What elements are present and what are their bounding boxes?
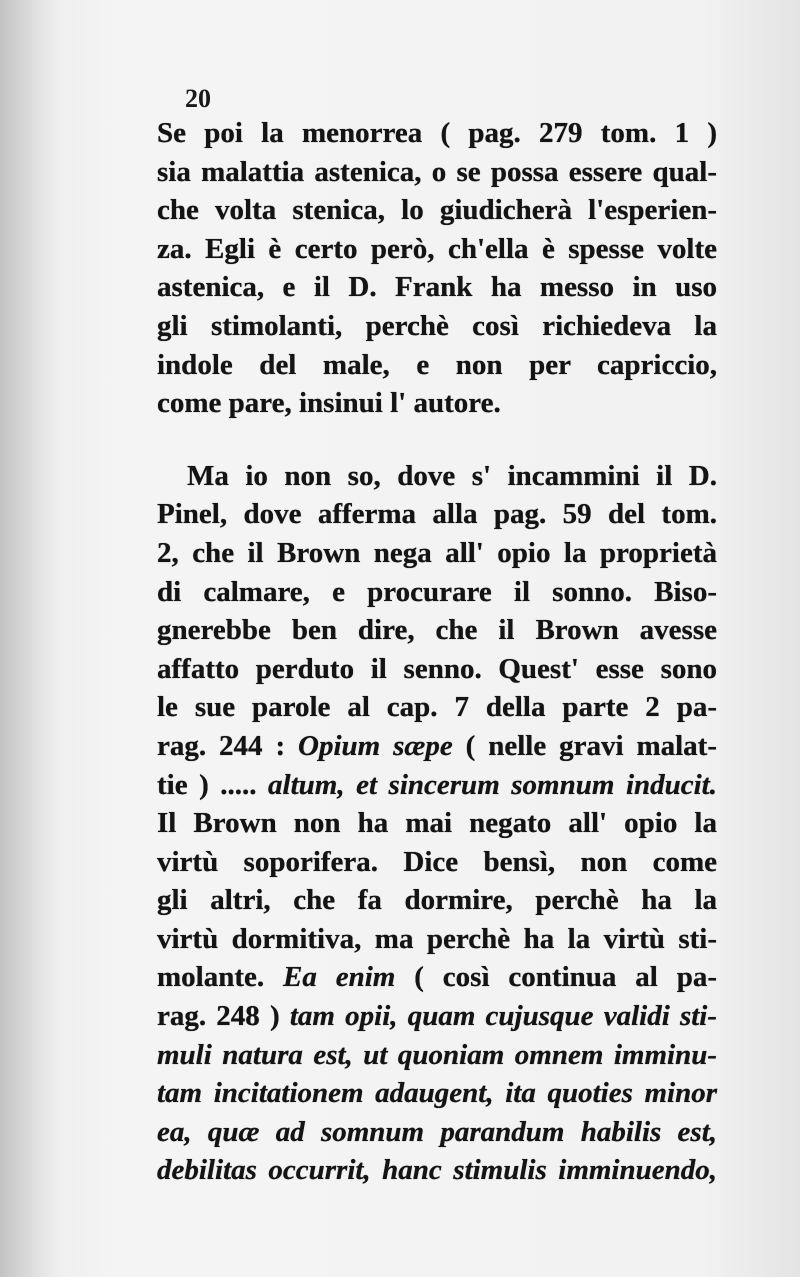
- text-line: [157, 766, 717, 805]
- page-edge-shadow: [0, 0, 60, 1277]
- italic-line: debilitas occurrit, hanc stimulis imminuendo,: [157, 1154, 717, 1187]
- text-line: gnerebbe ben dire, che il Brown avesse: [157, 614, 717, 647]
- text-line: Se poi la menorrea ( pag. 279 tom. 1 ): [157, 117, 717, 149]
- text-line: [157, 997, 717, 1036]
- italic-line: ea, quæ ad somnum parandum habilis est,: [157, 1115, 717, 1148]
- paragraph-gap: [157, 423, 717, 457]
- text-line: Ma io non so, dove s' incammini il D.: [187, 459, 717, 492]
- text-line: astenica, e il D. Frank ha messo in uso: [157, 271, 717, 304]
- text-line: di calmare, e procurare il sonno. Biso-: [157, 575, 717, 608]
- text-line: che volta stenica, lo giudicherà l'esperien-: [157, 194, 717, 227]
- italic-text: altum, et sincerum somnum inducit.: [268, 768, 717, 801]
- text-line: le sue parole al cap. 7 della parte 2 pa-: [157, 691, 717, 724]
- text-run: rag. 244 :: [157, 729, 299, 762]
- italic-line: tam incitationem adaugent, ita quoties minor: [157, 1077, 717, 1110]
- italic-text: Ea enim: [283, 961, 396, 994]
- page-number: 20: [185, 84, 211, 113]
- text-line: za. Egli è certo però, ch'ella è spesse volte: [157, 232, 717, 265]
- text-line: come pare, insinui l' autore.: [157, 387, 501, 420]
- text-run: ( nelle gravi malat-: [452, 729, 717, 762]
- text-run: rag. 248 ): [157, 1000, 290, 1033]
- text-line: Il Brown non ha mai negato all' opio la: [157, 807, 717, 840]
- text-line: virtù dormitiva, ma perchè ha la virtù sti-: [157, 922, 717, 955]
- italic-line: muli natura est, ut quoniam omnem imminu-: [157, 1038, 717, 1071]
- italic-text: Opium sæpe: [298, 729, 453, 762]
- text-line: affatto perduto il senno. Quest' esse sono: [157, 652, 717, 685]
- text-line: [157, 958, 717, 997]
- text-line: Pinel, dove afferma alla pag. 59 del tom.: [157, 498, 717, 531]
- text-line: [157, 727, 717, 766]
- text-run: molante.: [157, 961, 284, 994]
- text-line: indole del male, e non per capriccio,: [157, 348, 717, 381]
- text-line: gli stimolanti, perchè così richiedeva la: [157, 309, 717, 342]
- text-run: ( così continua al pa-: [395, 961, 718, 994]
- text-line: 2, che il Brown nega all' opio la proprietà: [157, 536, 717, 569]
- text-line: gli altri, che fa dormire, perchè ha la: [157, 884, 717, 917]
- text-line: virtù soporifera. Dice bensì, non come: [157, 845, 717, 878]
- text-line: sia malattia astenica, o se possa essere qual-: [157, 155, 717, 188]
- body-text: [157, 114, 717, 1190]
- text-run: tie ) .....: [157, 768, 269, 801]
- italic-text: tam opii, quam cujusque validi sti-: [289, 1000, 717, 1033]
